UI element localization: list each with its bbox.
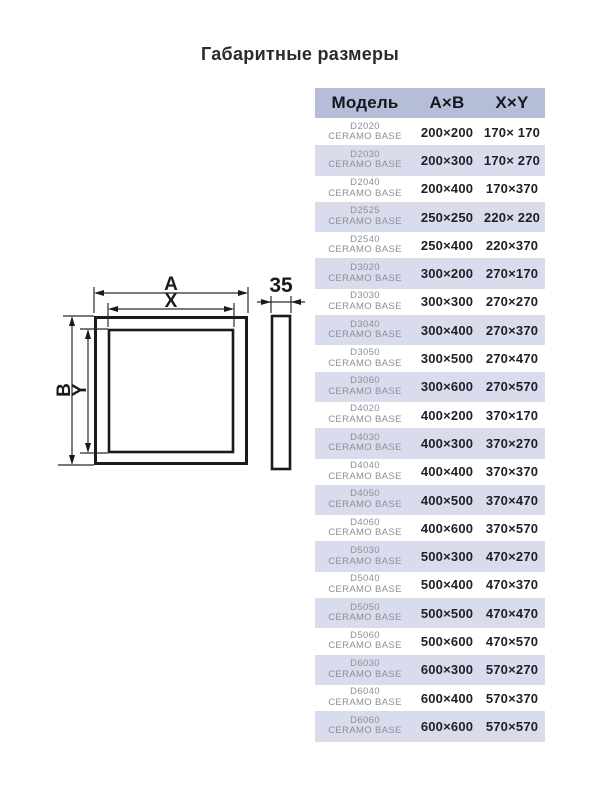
model-series: CERAMO BASE (328, 697, 402, 709)
model-cell (315, 348, 415, 369)
model-code: D4040 (350, 460, 380, 472)
table-row (315, 542, 545, 570)
model-series: CERAMO BASE (328, 499, 402, 510)
dim-label-outer-width: A (164, 274, 178, 295)
inner-size-value: 170×370 (485, 181, 539, 197)
inner-size-value: 220× 220 (483, 209, 541, 225)
model-code: D2030 (350, 148, 380, 160)
table-row (315, 344, 545, 372)
inner-size-value: 370×470 (485, 492, 539, 508)
dim-label-outer-height: B (54, 383, 75, 397)
model-cell (315, 461, 415, 482)
model-code: D6030 (350, 658, 380, 670)
inner-size-value: 170× 170 (483, 124, 541, 140)
table-row (315, 571, 545, 599)
model-code: D3040 (350, 318, 380, 330)
inner-size-value: 570×270 (485, 662, 539, 678)
model-code: D5040 (350, 573, 380, 585)
inner-size-value: 270×170 (485, 266, 539, 282)
model-series: CERAMO BASE (328, 640, 402, 652)
model-series: CERAMO BASE (328, 216, 402, 228)
dim-label-depth: 35 (269, 274, 293, 297)
side-view (272, 316, 290, 469)
page-title: Габаритные размеры (200, 44, 400, 64)
inner-size-value: 470×370 (485, 577, 539, 593)
table-row (315, 231, 545, 259)
model-series: CERAMO BASE (328, 244, 402, 256)
outer-size-value: 400×300 (420, 435, 474, 451)
model-cell (315, 150, 415, 171)
column-header-axb: A×B (429, 93, 465, 112)
model-code: D3020 (350, 262, 380, 273)
dimension-depth (257, 296, 305, 313)
model-code: D2525 (350, 205, 380, 217)
model-cell (315, 404, 415, 425)
model-code: D3030 (350, 290, 380, 302)
outer-size-value: 600×600 (420, 718, 474, 734)
model-series: CERAMO BASE (328, 131, 402, 143)
inner-size-value: 570×570 (485, 718, 539, 734)
inner-size-value: 170× 270 (483, 152, 541, 168)
model-series: CERAMO BASE (328, 470, 402, 482)
inner-size-value: 370×270 (485, 435, 539, 451)
column-header-xxy: X×Y (495, 93, 529, 112)
outer-size-value: 200×200 (420, 124, 474, 140)
table-row (315, 514, 545, 542)
model-code: D3050 (350, 346, 380, 358)
model-series: CERAMO BASE (328, 357, 402, 369)
model-cell (315, 716, 415, 737)
model-cell (315, 263, 415, 284)
model-series: CERAMO BASE (328, 555, 402, 567)
dimension-diagram (50, 265, 310, 500)
model-cell (315, 659, 415, 680)
model-cell (315, 206, 415, 227)
outer-size-value: 400×400 (420, 464, 474, 480)
model-series: CERAMO BASE (328, 442, 402, 454)
model-code: D4030 (350, 431, 380, 443)
outer-size-value: 200×400 (420, 181, 474, 197)
outer-size-value: 500×600 (420, 633, 474, 649)
model-code: D5050 (350, 601, 380, 613)
model-series: CERAMO BASE (328, 612, 402, 624)
model-cell (315, 631, 415, 652)
model-series: CERAMO BASE (328, 329, 402, 341)
outer-size-value: 600×300 (420, 662, 474, 678)
model-series: CERAMO BASE (328, 300, 402, 312)
model-code: D6040 (350, 686, 380, 698)
model-code: D2040 (350, 177, 380, 189)
inner-size-value: 370×370 (485, 464, 539, 480)
table-row (315, 118, 545, 146)
model-cell (315, 574, 415, 595)
table-row (315, 373, 545, 401)
size-table (315, 88, 545, 741)
table-row (315, 203, 545, 231)
model-code: D5030 (350, 544, 380, 556)
table-row (315, 684, 545, 712)
table-row (315, 712, 545, 740)
table-row (315, 627, 545, 655)
outer-size-value: 250×400 (420, 237, 474, 253)
inner-size-value: 370×170 (485, 407, 539, 423)
outer-size-value: 300×600 (420, 379, 474, 395)
table-row (315, 259, 545, 287)
table-header (315, 88, 545, 118)
dim-label-inner-height: Y (70, 383, 91, 397)
model-series: CERAMO BASE (328, 725, 402, 737)
table-row (315, 429, 545, 457)
model-code: D4050 (350, 488, 380, 500)
table-row (315, 175, 545, 203)
outer-size-value: 500×400 (420, 577, 474, 593)
model-series: CERAMO BASE (328, 583, 402, 595)
outer-size-value: 600×400 (420, 690, 474, 706)
model-cell (315, 518, 415, 539)
model-series: CERAMO BASE (328, 527, 402, 539)
model-code: D3060 (350, 375, 380, 387)
outer-size-value: 300×300 (420, 294, 474, 310)
model-code: D6060 (350, 714, 380, 726)
table-row (315, 316, 545, 344)
model-cell (315, 546, 415, 567)
inner-size-value: 470×470 (485, 605, 539, 621)
model-series: CERAMO BASE (328, 187, 402, 199)
table-row (315, 486, 545, 514)
side-panel (272, 316, 290, 469)
table-row (315, 599, 545, 627)
model-series: CERAMO BASE (328, 414, 402, 426)
inner-frame (109, 330, 233, 452)
model-code: D2540 (350, 233, 380, 245)
inner-size-value: 270×370 (485, 322, 539, 338)
model-series: CERAMO BASE (328, 272, 402, 284)
model-cell (315, 178, 415, 199)
front-view (96, 318, 247, 464)
model-code: D4020 (350, 403, 380, 415)
model-cell (315, 489, 415, 510)
model-cell (315, 603, 415, 624)
dim-label-inner-width: X (164, 291, 178, 312)
model-code: D4060 (350, 516, 380, 528)
inner-size-value: 270×470 (485, 351, 539, 367)
outer-size-value: 500×500 (420, 605, 474, 621)
table-row (315, 656, 545, 684)
inner-size-value: 270×570 (485, 379, 539, 395)
inner-size-value: 570×370 (485, 690, 539, 706)
model-series: CERAMO BASE (328, 385, 402, 397)
outer-frame (96, 318, 247, 464)
model-cell (315, 291, 415, 312)
model-cell (315, 687, 415, 708)
inner-size-value: 220×370 (485, 237, 539, 253)
outer-size-value: 400×500 (420, 492, 474, 508)
model-code: D2020 (350, 120, 380, 132)
model-series: CERAMO BASE (328, 159, 402, 171)
outer-size-value: 500×300 (420, 549, 474, 565)
model-code: D5060 (350, 629, 380, 641)
model-series: CERAMO BASE (328, 668, 402, 680)
table-body (315, 118, 545, 741)
inner-size-value: 270×270 (485, 294, 539, 310)
inner-size-value: 370×570 (485, 520, 539, 536)
outer-size-value: 300×200 (420, 266, 474, 282)
model-cell (315, 235, 415, 256)
model-cell (315, 122, 415, 143)
table-row (315, 288, 545, 316)
column-header-model: Модель (331, 93, 399, 112)
table-row (315, 401, 545, 429)
outer-size-value: 250×250 (420, 209, 474, 225)
model-cell (315, 376, 415, 397)
outer-size-value: 400×200 (420, 407, 474, 423)
outer-size-value: 300×500 (420, 351, 474, 367)
outer-size-value: 300×400 (420, 322, 474, 338)
inner-size-value: 470×270 (485, 549, 539, 565)
model-cell (315, 433, 415, 454)
model-cell (315, 320, 415, 341)
inner-size-value: 470×570 (485, 633, 539, 649)
table-row (315, 146, 545, 174)
outer-size-value: 400×600 (420, 520, 474, 536)
outer-size-value: 200×300 (420, 152, 474, 168)
table-row (315, 458, 545, 486)
